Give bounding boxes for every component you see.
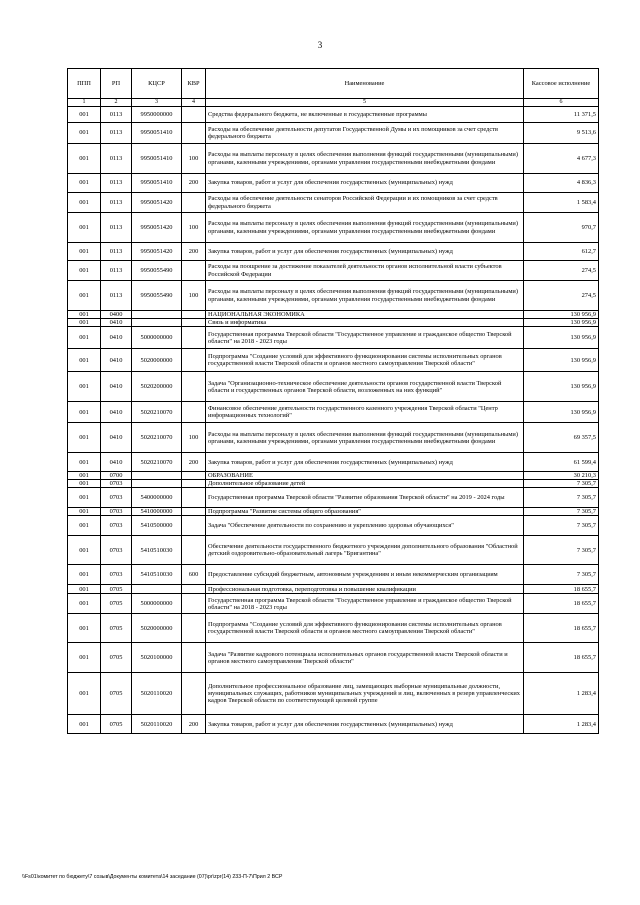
cell-kcsr (132, 319, 182, 327)
cell-kvr: 100 (182, 213, 206, 243)
cell-kcsr: 9950051420 (132, 193, 182, 213)
cell-ppp: 001 (68, 516, 101, 536)
cell-ppp: 001 (68, 261, 101, 281)
cell-name: Средства федерального бюджета, не включенные в государственные программы (206, 107, 524, 123)
cell-rp: 0705 (101, 594, 132, 614)
cell-kcsr: 9950055490 (132, 281, 182, 311)
cell-kvr: 100 (182, 423, 206, 453)
cell-rp: 0113 (101, 193, 132, 213)
cell-ppp: 001 (68, 453, 101, 472)
cell-name: Подпрограмма "Развитие системы общего образования" (206, 508, 524, 516)
cell-amount: 130 956,9 (524, 349, 599, 372)
cell-amount: 130 956,9 (524, 327, 599, 349)
cell-kvr (182, 516, 206, 536)
cell-rp: 0410 (101, 349, 132, 372)
table-row (68, 643, 599, 673)
cell-rp: 0113 (101, 144, 132, 174)
cell-amount: 18 655,7 (524, 594, 599, 614)
cell-ppp: 001 (68, 565, 101, 585)
cell-ppp: 001 (68, 585, 101, 594)
cell-ppp: 001 (68, 423, 101, 453)
cell-amount: 130 956,9 (524, 319, 599, 327)
table-row (68, 423, 599, 453)
cell-name: Расходы на поощрение за достижение показателей деятельности органов исполнительной власти субъектов Российской Федерации (206, 261, 524, 281)
cell-kvr (182, 585, 206, 594)
cell-amount: 612,7 (524, 243, 599, 261)
table-row (68, 144, 599, 174)
cell-kcsr: 5020110020 (132, 715, 182, 734)
cell-rp: 0700 (101, 472, 132, 480)
cell-kvr (182, 327, 206, 349)
cell-name: Подпрограмма "Создание условий для эффективного функционирования системы исполнительных органов государственной власти Тверской области и органов местного самоуправления Тверской области" (206, 614, 524, 643)
cell-rp: 0113 (101, 243, 132, 261)
cell-kcsr: 9950051420 (132, 213, 182, 243)
cell-kcsr: 9950000000 (132, 107, 182, 123)
column-number-row (68, 99, 599, 107)
cell-kvr (182, 107, 206, 123)
cell-rp: 0113 (101, 213, 132, 243)
column-number: 4 (182, 99, 206, 107)
table-row (68, 488, 599, 508)
cell-ppp: 001 (68, 508, 101, 516)
cell-ppp: 001 (68, 643, 101, 673)
cell-name: Дополнительное профессиональное образование лиц, замещающих выборные муниципальные должности, муниципальных служащих, работников муниципальных учреждений и лиц, включенных в резерв управленческих кадров Тверской области по соответствующей целевой группе (206, 673, 524, 715)
cell-rp: 0113 (101, 174, 132, 193)
cell-kcsr: 5020210070 (132, 453, 182, 472)
cell-rp: 0410 (101, 453, 132, 472)
table-row (68, 614, 599, 643)
cell-rp: 0410 (101, 372, 132, 402)
cell-rp: 0705 (101, 614, 132, 643)
cell-kvr (182, 508, 206, 516)
header-name: Наименование (206, 69, 524, 99)
cell-kcsr (132, 480, 182, 488)
cell-kcsr: 5000000000 (132, 594, 182, 614)
cell-kvr (182, 536, 206, 565)
cell-rp: 0705 (101, 715, 132, 734)
cell-ppp: 001 (68, 193, 101, 213)
table-header-row (68, 69, 599, 99)
cell-rp: 0410 (101, 423, 132, 453)
cell-amount: 7 305,7 (524, 516, 599, 536)
cell-kvr (182, 319, 206, 327)
cell-rp: 0705 (101, 673, 132, 715)
cell-rp: 0410 (101, 402, 132, 423)
cell-ppp: 001 (68, 243, 101, 261)
cell-kcsr: 5410000000 (132, 508, 182, 516)
cell-kvr (182, 488, 206, 508)
cell-amount: 274,5 (524, 261, 599, 281)
column-number: 3 (132, 99, 182, 107)
table-row (68, 123, 599, 144)
header-kvr: КВР (182, 69, 206, 99)
table-row (68, 243, 599, 261)
cell-name: Обеспечение деятельности государственного бюджетного учреждения дополнительного образования "Областной детский оздоровительно-образовательный лагерь "Бригантина" (206, 536, 524, 565)
cell-ppp: 001 (68, 281, 101, 311)
cell-ppp: 001 (68, 327, 101, 349)
page-number: 3 (317, 40, 323, 50)
cell-amount: 30 210,3 (524, 472, 599, 480)
cell-name: Закупка товаров, работ и услуг для обеспечения государственных (муниципальных) нужд (206, 715, 524, 734)
cell-name: Государственная программа Тверской области "Государственное управление и гражданское общество Тверской области" на 2018 - 2023 годы (206, 594, 524, 614)
cell-name: Расходы на выплаты персоналу в целях обеспечения выполнения функций государственными (муниципальными) органами, казенными учреждениями, органами управления государственными внебюджетными фондами (206, 281, 524, 311)
cell-rp: 0703 (101, 516, 132, 536)
table-row (68, 311, 599, 319)
cell-ppp: 001 (68, 402, 101, 423)
cell-kcsr: 5020210070 (132, 402, 182, 423)
cell-name: Предоставление субсидий бюджетным, автономным учреждениям и иным некоммерческим организациям (206, 565, 524, 585)
cell-kcsr: 9950051410 (132, 144, 182, 174)
cell-name: Связь и информатика (206, 319, 524, 327)
table-row (68, 213, 599, 243)
table-row (68, 174, 599, 193)
cell-rp: 0113 (101, 261, 132, 281)
cell-kvr (182, 261, 206, 281)
cell-kvr (182, 349, 206, 372)
cell-kvr (182, 673, 206, 715)
table-row (68, 107, 599, 123)
header-ppp: ППП (68, 69, 101, 99)
table-row (68, 585, 599, 594)
cell-rp: 0703 (101, 488, 132, 508)
cell-kvr: 100 (182, 281, 206, 311)
table-row (68, 673, 599, 715)
cell-amount: 4 677,3 (524, 144, 599, 174)
cell-rp: 0703 (101, 536, 132, 565)
table-row (68, 565, 599, 585)
budget-execution-table (67, 68, 599, 734)
table-row (68, 402, 599, 423)
header-rp: РП (101, 69, 132, 99)
cell-ppp: 001 (68, 488, 101, 508)
cell-kcsr (132, 311, 182, 319)
cell-amount: 130 956,9 (524, 402, 599, 423)
cell-name: Расходы на выплаты персоналу в целях обеспечения выполнения функций государственными (муниципальными) органами, казенными учреждениями, органами управления государственными внебюджетными фондами (206, 423, 524, 453)
cell-rp: 0113 (101, 107, 132, 123)
cell-amount: 4 836,3 (524, 174, 599, 193)
cell-kvr (182, 123, 206, 144)
cell-rp: 0113 (101, 281, 132, 311)
cell-kcsr: 5020210070 (132, 423, 182, 453)
cell-kvr (182, 193, 206, 213)
cell-name: Закупка товаров, работ и услуг для обеспечения государственных (муниципальных) нужд (206, 453, 524, 472)
cell-amount: 7 305,7 (524, 565, 599, 585)
cell-kcsr (132, 585, 182, 594)
cell-kcsr: 9950055490 (132, 261, 182, 281)
cell-amount: 130 956,9 (524, 372, 599, 402)
cell-name: Профессиональная подготовка, переподготовка и повышение квалификации (206, 585, 524, 594)
cell-rp: 0703 (101, 565, 132, 585)
cell-kvr (182, 311, 206, 319)
cell-kvr (182, 594, 206, 614)
cell-amount: 1 283,4 (524, 715, 599, 734)
cell-rp: 0410 (101, 319, 132, 327)
cell-ppp: 001 (68, 472, 101, 480)
cell-name: Задача "Организационно-техническое обеспечение деятельности органов государственной власти Тверской области и государственных органов Тверской области, возложенных на них функций" (206, 372, 524, 402)
cell-ppp: 001 (68, 144, 101, 174)
cell-kcsr: 5020200000 (132, 372, 182, 402)
table-row (68, 508, 599, 516)
cell-name: Задача "Обеспечение деятельности по сохранению и укреплению здоровья обучающихся" (206, 516, 524, 536)
cell-name: Задача "Развитие кадрового потенциала исполнительных органов государственной власти Тверской области и органов местного самоуправления Тверской области" (206, 643, 524, 673)
cell-name: Государственная программа Тверской области "Развитие образования Тверской области" на 2019 - 2024 годы (206, 488, 524, 508)
cell-kcsr: 5400000000 (132, 488, 182, 508)
cell-amount: 9 513,6 (524, 123, 599, 144)
cell-rp: 0113 (101, 123, 132, 144)
column-number: 6 (524, 99, 599, 107)
table-row (68, 536, 599, 565)
cell-name: НАЦИОНАЛЬНАЯ ЭКОНОМИКА (206, 311, 524, 319)
table-row (68, 372, 599, 402)
cell-ppp: 001 (68, 107, 101, 123)
cell-name: Закупка товаров, работ и услуг для обеспечения государственных (муниципальных) нужд (206, 174, 524, 193)
table-row (68, 319, 599, 327)
cell-kvr: 200 (182, 243, 206, 261)
cell-kvr (182, 614, 206, 643)
cell-kvr: 200 (182, 174, 206, 193)
cell-ppp: 001 (68, 319, 101, 327)
cell-name: Расходы на выплаты персоналу в целях обеспечения выполнения функций государственными (муниципальными) органами, казенными учреждениями, органами управления государственными внебюджетными фондами (206, 144, 524, 174)
cell-name: ОБРАЗОВАНИЕ (206, 472, 524, 480)
cell-kcsr (132, 472, 182, 480)
cell-ppp: 001 (68, 715, 101, 734)
cell-ppp: 001 (68, 123, 101, 144)
table-row (68, 453, 599, 472)
cell-amount: 130 956,9 (524, 311, 599, 319)
cell-amount: 970,7 (524, 213, 599, 243)
cell-amount: 7 305,7 (524, 480, 599, 488)
cell-kvr (182, 480, 206, 488)
cell-kcsr: 5020000000 (132, 614, 182, 643)
column-number: 1 (68, 99, 101, 107)
cell-kcsr: 5000000000 (132, 327, 182, 349)
cell-kvr (182, 643, 206, 673)
cell-name: Дополнительное образование детей (206, 480, 524, 488)
table-row (68, 327, 599, 349)
cell-ppp: 001 (68, 174, 101, 193)
cell-kcsr: 5410510030 (132, 536, 182, 565)
cell-kvr (182, 372, 206, 402)
cell-kcsr: 5410500000 (132, 516, 182, 536)
cell-name: Расходы на выплаты персоналу в целях обеспечения выполнения функций государственными (муниципальными) органами, казенными учреждениями, органами управления государственными внебюджетными фондами (206, 213, 524, 243)
cell-ppp: 001 (68, 594, 101, 614)
header-kcsr: КЦСР (132, 69, 182, 99)
table-body (68, 107, 599, 734)
table-row (68, 261, 599, 281)
table-row (68, 281, 599, 311)
cell-amount: 18 655,7 (524, 643, 599, 673)
cell-kcsr: 5410510030 (132, 565, 182, 585)
cell-ppp: 001 (68, 349, 101, 372)
cell-ppp: 001 (68, 311, 101, 319)
footer-file-path: \\Fs01\комитет по бюджету\7 созыв\Документы комитета\14 заседание (07)\pr\zpr(14) 233-П-7\Прил 2 ВСР (22, 874, 283, 880)
cell-amount: 69 357,5 (524, 423, 599, 453)
cell-name: Расходы на обеспечение деятельности депутатов Государственной Думы и их помощников за счет средств федерального бюджета (206, 123, 524, 144)
cell-kcsr: 5020100000 (132, 643, 182, 673)
cell-amount: 274,5 (524, 281, 599, 311)
cell-kcsr: 9950051420 (132, 243, 182, 261)
cell-amount: 18 655,7 (524, 585, 599, 594)
cell-name: Государственная программа Тверской области "Государственное управление и гражданское общество Тверской области" на 2018 - 2023 годы (206, 327, 524, 349)
table-row (68, 480, 599, 488)
cell-amount: 7 305,7 (524, 488, 599, 508)
cell-kcsr: 9950051410 (132, 123, 182, 144)
cell-name: Закупка товаров, работ и услуг для обеспечения государственных (муниципальных) нужд (206, 243, 524, 261)
table-row (68, 193, 599, 213)
cell-amount: 61 599,4 (524, 453, 599, 472)
table-row (68, 594, 599, 614)
cell-ppp: 001 (68, 480, 101, 488)
cell-kvr (182, 472, 206, 480)
cell-rp: 0703 (101, 480, 132, 488)
cell-amount: 11 371,5 (524, 107, 599, 123)
cell-ppp: 001 (68, 372, 101, 402)
cell-rp: 0703 (101, 508, 132, 516)
cell-amount: 7 305,7 (524, 536, 599, 565)
cell-ppp: 001 (68, 213, 101, 243)
cell-name: Финансовое обеспечение деятельности государственного казенного учреждения Тверской области "Центр информационных технологий" (206, 402, 524, 423)
cell-ppp: 001 (68, 614, 101, 643)
cell-kcsr: 9950051410 (132, 174, 182, 193)
cell-name: Расходы на обеспечение деятельности сенаторов Российской Федерации и их помощников за счет средств федерального бюджета (206, 193, 524, 213)
cell-ppp: 001 (68, 536, 101, 565)
cell-kvr: 200 (182, 715, 206, 734)
table-row (68, 472, 599, 480)
header-execution: Кассовое исполнение (524, 69, 599, 99)
cell-amount: 1 283,4 (524, 673, 599, 715)
column-number: 2 (101, 99, 132, 107)
cell-rp: 0410 (101, 327, 132, 349)
table-row (68, 715, 599, 734)
cell-rp: 0705 (101, 643, 132, 673)
cell-rp: 0705 (101, 585, 132, 594)
cell-amount: 7 305,7 (524, 508, 599, 516)
column-number: 5 (206, 99, 524, 107)
cell-ppp: 001 (68, 673, 101, 715)
cell-kvr: 200 (182, 453, 206, 472)
table-row (68, 516, 599, 536)
cell-kcsr: 5020000000 (132, 349, 182, 372)
cell-amount: 1 583,4 (524, 193, 599, 213)
cell-name: Подпрограмма "Создание условий для эффективного функционирования системы исполнительных органов государственной власти Тверской области и органов местного самоуправления Тверской области" (206, 349, 524, 372)
table-row (68, 349, 599, 372)
cell-kvr: 600 (182, 565, 206, 585)
cell-kcsr: 5020110020 (132, 673, 182, 715)
cell-kvr: 100 (182, 144, 206, 174)
cell-amount: 18 655,7 (524, 614, 599, 643)
cell-kvr (182, 402, 206, 423)
cell-rp: 0400 (101, 311, 132, 319)
